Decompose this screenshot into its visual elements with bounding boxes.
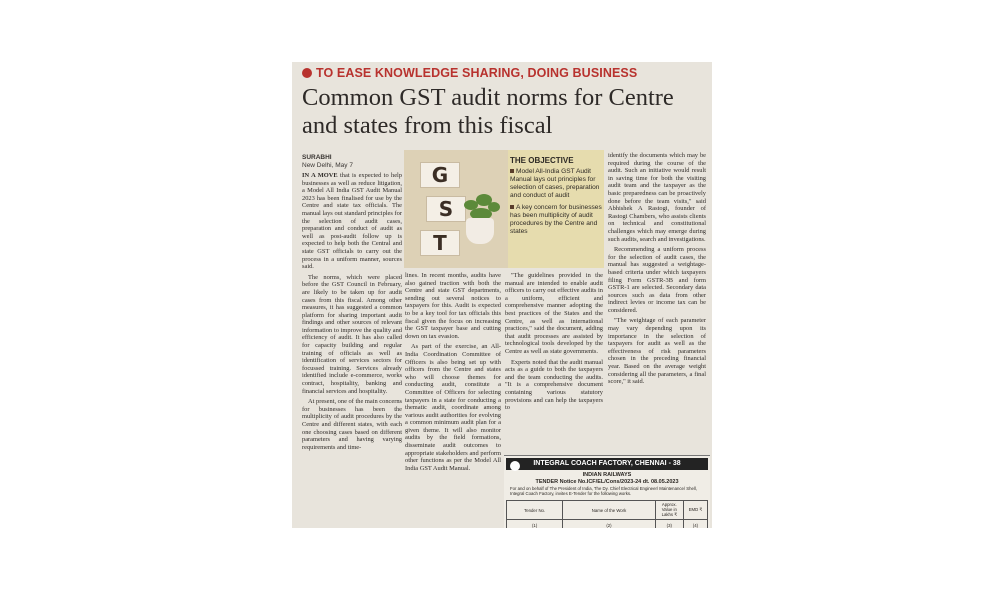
gst-blocks-image: [404, 150, 508, 268]
table-header-cell: EMD ₹: [683, 501, 707, 520]
objective-heading: THE OBJECTIVE: [510, 156, 574, 165]
newspaper-clipping: [292, 62, 712, 528]
byline-author: SURABHI: [302, 154, 332, 161]
article-column-4: [608, 152, 706, 454]
tender-advertisement: [504, 455, 710, 528]
byline: [302, 154, 353, 170]
table-header-cell: Name of the Work: [563, 501, 655, 520]
table-header-row: [507, 501, 708, 520]
bullet-dot-icon: [302, 68, 312, 78]
article-paragraph: At present, one of the main concerns for businesses has been the multiplicity of audit procedures by the Centre and different states, with each one choosing cases based on different parameters and having varying requirements and time-: [302, 398, 402, 451]
gst-block-s: S: [426, 196, 466, 222]
gst-block-g: G: [420, 162, 460, 188]
article-paragraph: Recommending a uniform process for the selection of audit cases, the manual has suggested a weightage-based criteria under which taxpayers filing Form GSTR-3B and form GSTR-1 are selected. Secondary data sources such as data from other indirect levies or income tax can be considered.: [608, 246, 706, 314]
objective-box: [404, 150, 604, 268]
table-header-cell: Tender No.: [507, 501, 563, 520]
article-paragraph: As part of the exercise, an All-India Coordination Committee of Officers is also being set up with officers from the Centre and states who will choose themes for conducting audit, constitute a Committee of Officers for selecting taxpayers in a state for conducting a thematic audit, coordinate among various audit authorities for evolving a common minimum audit plan for a given theme. It will also monitor audits by the field formations, disseminate audit outcomes to appropriate stakeholders and perform other functions as per the Model All India GST Audit Manual.: [405, 343, 501, 472]
article-column-1: [302, 172, 402, 528]
lead-in: IN A MOVE: [302, 172, 338, 179]
headline: Common GST audit norms for Centre and states from this fiscal: [302, 84, 674, 139]
table-header-cell: Approx. Value in Lakhs ₹: [655, 501, 683, 520]
railway-logo-icon: [510, 461, 520, 471]
article-paragraph: "The guidelines provided in the manual are intended to enable audit officers to carry out effective audits in a uniform, efficient and comprehensive manner adopting the best practices of the States and the Centre, as well as international practices," said the document, adding that audit processes are assisted by technological tools developed by the Centre as well as state governments.: [505, 272, 603, 355]
ad-line-2: TENDER Notice No.ICF/EL/Cons/2023-24 dt. 08.05.2023: [535, 479, 679, 485]
article-paragraph: [302, 172, 402, 271]
objective-text: [510, 156, 602, 240]
ad-line-1: INDIAN RAILWAYS: [582, 472, 632, 478]
objective-bullet: [510, 168, 602, 200]
ad-header: [506, 458, 708, 470]
article-paragraph: lines. In recent months, audits have also gained traction with both the Centre and state GST departments, sending out several notices to taxpayers for this. Audit is expected to be a key tool for tax officials this fiscal given the focus on increasing the GST taxpayer base and cutting down on tax evasion.: [405, 272, 501, 340]
kicker: [302, 66, 637, 80]
paragraph-text: that is expected to help businesses as well as reduce litigation, a Model All India GST Audit Manual 2023 has been finalised for use by the Centre and state tax officials. The manual lays out standard principles for the selection of audit cases, preparation and conduct of audit as well as post-audit follow up is expected to help both the Central and state GST officials to carry out the process in a uniform manner, sources said.: [302, 172, 402, 271]
article-paragraph: Experts noted that the audit manual acts as a guide to both the taxpayers and the team conducting the audits. "It is a comprehensive document containing various statutory provisions and can help the taxpayers to: [505, 358, 603, 412]
ad-header-text: INTEGRAL COACH FACTORY, CHENNAI - 38: [533, 460, 681, 467]
ad-table: [506, 500, 708, 528]
square-bullet-icon: [510, 169, 514, 173]
article-column-3: [505, 272, 603, 454]
kicker-text: TO EASE KNOWLEDGE SHARING, DOING BUSINESS: [316, 66, 638, 80]
plant-pot-icon: [466, 218, 494, 244]
article-column-2: [405, 272, 501, 528]
table-cell: (2): [563, 520, 655, 529]
table-row: [507, 520, 708, 529]
ad-line-3: For and on behalf of The President of India, The Dy. Chief Electrical Engineer/ Maintenance/ Shell, Integral Coach Factory, invites E-Tender for the following works.: [510, 486, 698, 496]
objective-bullet: [510, 204, 602, 236]
gst-block-t: T: [420, 230, 460, 256]
square-bullet-icon: [510, 205, 514, 209]
article-paragraph: The norms, which were placed before the GST Council in February, are likely to be taken up for audit cases from this fiscal. Among other measures, it has suggested a common platform for sharing important audit findings and other sources of relevant information to improve the quality and efficiency of audit. It has also called for capacity building and regular training of officials as well as identification of services sectors for focussed training. Services already identified include e-commerce, works contract, hospitality, banking and financial services and hospitality.: [302, 273, 402, 395]
bullet-text: Model All-India GST Audit Manual lays out principles for selection of cases, preparation and conduct of audit: [510, 168, 600, 199]
article-paragraph: identify the documents which may be required during the course of the audit. Such an initiative would result in saving time for both the visiting audit team and the taxpayer as the basic preparedness can be proactively done before the team visits," said Abhishek A Rastogi, founder of Rastogi Chambers, who assists clients on technical and constitutional challenges which may emerge during such audits, search and investigations.: [608, 152, 706, 243]
table-cell: (3): [655, 520, 683, 529]
article-paragraph: "The weightage of each parameter may vary depending upon its importance in the selection of taxpayers for audit as well as the effectiveness of risk parameters chosen in the preceding financial year. Based on the average weight considering all the parameters, a final score," it said.: [608, 317, 706, 386]
table-cell: (4): [683, 520, 707, 529]
byline-dateline: New Delhi, May 7: [302, 162, 353, 169]
bullet-text: A key concern for businesses has been multiplicity of audit procedures by the Centre and states: [510, 204, 602, 235]
table-cell: (1): [507, 520, 563, 529]
